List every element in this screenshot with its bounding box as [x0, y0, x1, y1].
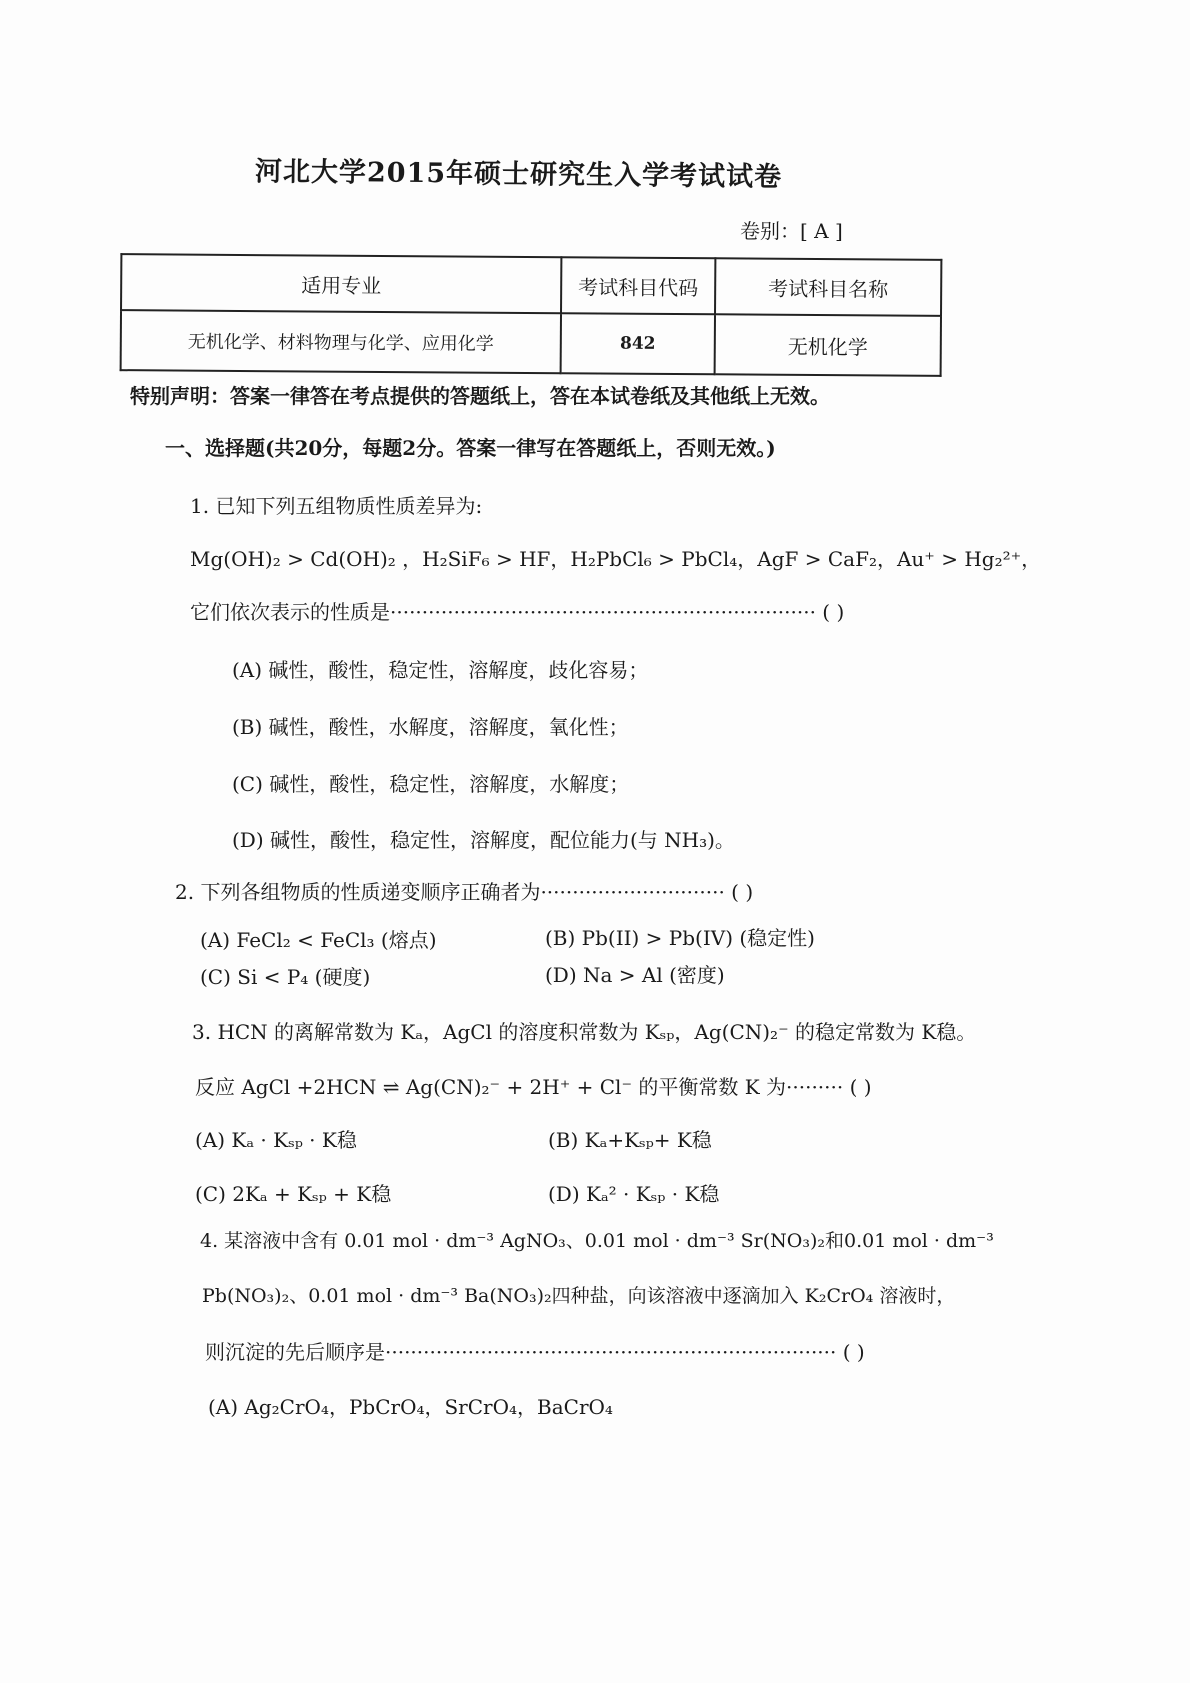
q2-option-d: (D) Na > Al (密度)	[545, 963, 725, 987]
header-code: 考试科目代码	[561, 257, 715, 314]
q1-option-b: (B) 碱性，酸性，水解度，溶解度，氧化性；	[232, 715, 629, 739]
special-statement: 特别声明：答案一律答在考点提供的答题纸上，答在本试卷纸及其他纸上无效。	[130, 384, 830, 408]
q1-option-a: (A) 碱性，酸性，稳定性，溶解度，歧化容易；	[232, 658, 649, 682]
q3-option-c: (C) 2Kₐ + Kₛₚ + K稳	[195, 1182, 392, 1206]
q2-stem: 2. 下列各组物质的性质递变顺序正确者为····························· ( )	[175, 880, 754, 904]
header-subject: 考试科目名称	[715, 258, 941, 316]
q1-option-d: (D) 碱性，酸性，稳定性，溶解度，配位能力(与 NH₃)。	[232, 828, 735, 852]
q4-line3: 则沉淀的先后顺序是······································································· ( )	[205, 1340, 865, 1364]
section-heading: 一、选择题(共20分，每题2分。答案一律写在答题纸上，否则无效。)	[165, 436, 776, 460]
q2-option-b: (B) Pb(II) > Pb(IV) (稳定性)	[545, 926, 815, 950]
cell-code: 842	[561, 313, 715, 374]
q3-option-a: (A) Kₐ · Kₛₚ · K稳	[195, 1128, 357, 1152]
q3-stem: 3. HCN 的离解常数为 Kₐ，AgCl 的溶度积常数为 Kₛₚ，Ag(CN)₂⁻ 的稳定常数为 K稳。	[192, 1020, 977, 1044]
q1-option-c: (C) 碱性，酸性，稳定性，溶解度，水解度；	[232, 772, 630, 796]
paper-type: 卷别：[ A ]	[740, 219, 843, 243]
cell-subject: 无机化学	[715, 314, 941, 376]
exam-title: 河北大学2015年硕士研究生入学考试试卷	[254, 156, 783, 193]
q2-option-c: (C) Si < P₄ (硬度)	[200, 965, 371, 989]
q1-prompt: 它们依次表示的性质是··································································· ( )	[190, 600, 845, 624]
q1-stem: 1. 已知下列五组物质性质差异为:	[190, 494, 483, 518]
q3-option-b: (B) Kₐ+Kₛₚ+ K稳	[548, 1128, 712, 1152]
q3-reaction: 反应 AgCl +2HCN ⇌ Ag(CN)₂⁻ + 2H⁺ + Cl⁻ 的平衡常数 K 为········· ( )	[195, 1075, 872, 1099]
header-major: 适用专业	[121, 254, 561, 313]
info-table	[120, 253, 943, 377]
q4-line1: 4. 某溶液中含有 0.01 mol · dm⁻³ AgNO₃、0.01 mol · dm⁻³ Sr(NO₃)₂和0.01 mol · dm⁻³	[200, 1230, 994, 1252]
q1-formula: Mg(OH)₂ > Cd(OH)₂ ，H₂SiF₆ > HF，H₂PbCl₆ > PbCl₄，AgF > CaF₂，Au⁺ > Hg₂²⁺，	[190, 547, 1042, 571]
q3-option-d: (D) Kₐ² · Kₛₚ · K稳	[548, 1182, 720, 1206]
q2-option-a: (A) FeCl₂ < FeCl₃ (熔点)	[200, 928, 437, 952]
q4-option-a: (A) Ag₂CrO₄，PbCrO₄，SrCrO₄，BaCrO₄	[208, 1395, 613, 1419]
q4-line2: Pb(NO₃)₂、0.01 mol · dm⁻³ Ba(NO₃)₂四种盐，向该溶液中逐滴加入 K₂CrO₄ 溶液时，	[202, 1285, 956, 1307]
cell-major: 无机化学、材料物理与化学、应用化学	[121, 310, 561, 373]
